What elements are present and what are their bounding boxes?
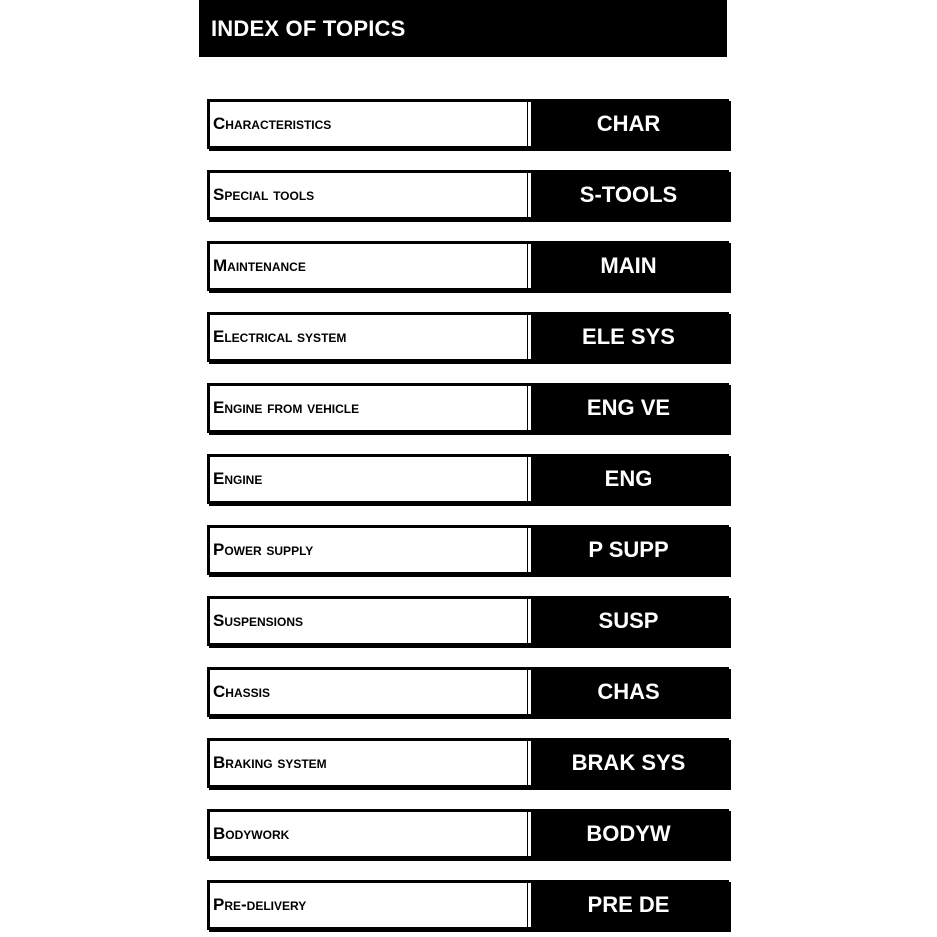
topic-row-engine-from-vehicle[interactable] <box>207 383 729 433</box>
topic-code-cell <box>531 812 726 856</box>
topic-code: SUSP <box>598 608 659 633</box>
topic-code: S-TOOLS <box>579 182 678 207</box>
topic-name-cell <box>210 812 531 856</box>
topic-row-pre-delivery[interactable] <box>207 880 729 930</box>
topic-row-chassis[interactable] <box>207 667 729 717</box>
topic-code-cell <box>531 386 726 430</box>
topic-name: Power supply <box>213 540 314 559</box>
topic-name-cell <box>210 457 531 501</box>
topic-code: BRAK SYS <box>571 750 686 775</box>
topic-code: P SUPP <box>588 537 669 562</box>
topic-name-cell <box>210 528 531 572</box>
topic-code: CHAS <box>597 679 660 704</box>
topic-name: Suspensions <box>213 611 304 630</box>
topic-name: Maintenance <box>213 256 306 275</box>
topic-row-electrical-system[interactable] <box>207 312 729 362</box>
topic-code: ELE SYS <box>582 324 675 349</box>
topic-name: Chassis <box>213 682 270 701</box>
topic-code-cell <box>531 741 726 785</box>
topic-code-cell <box>531 457 726 501</box>
topic-name: Electrical system <box>213 327 347 346</box>
topic-code-cell <box>531 244 726 288</box>
topic-code: BODYW <box>586 821 671 846</box>
topic-row-maintenance[interactable] <box>207 241 729 291</box>
topic-name: Engine <box>213 469 263 488</box>
topic-name: Characteristics <box>213 114 332 133</box>
topic-name-cell <box>210 244 531 288</box>
topic-row-characteristics[interactable] <box>207 99 729 149</box>
topic-code-cell <box>531 883 726 927</box>
topic-code: ENG <box>604 466 653 491</box>
topic-code-cell <box>531 173 726 217</box>
topic-code-cell <box>531 102 726 146</box>
topic-code-cell <box>531 315 726 359</box>
topic-name-cell <box>210 599 531 643</box>
topic-row-suspensions[interactable] <box>207 596 729 646</box>
topic-code-cell <box>531 670 726 714</box>
topic-row-bodywork[interactable] <box>207 809 729 859</box>
topic-row-power-supply[interactable] <box>207 525 729 575</box>
topic-name-cell <box>210 173 531 217</box>
topic-name: Braking system <box>213 753 327 772</box>
topic-name-cell <box>210 386 531 430</box>
topic-row-braking-system[interactable] <box>207 738 729 788</box>
topic-name-cell <box>210 670 531 714</box>
topic-name-cell <box>210 102 531 146</box>
index-header <box>199 0 727 57</box>
topic-code: PRE DE <box>587 892 670 917</box>
topic-name-cell <box>210 883 531 927</box>
topic-name-cell <box>210 315 531 359</box>
topic-name-cell <box>210 741 531 785</box>
topic-code-cell <box>531 528 726 572</box>
topic-row-engine[interactable] <box>207 454 729 504</box>
topic-name: Special tools <box>213 185 315 204</box>
topic-code: ENG VE <box>586 395 671 420</box>
topic-name: Bodywork <box>213 824 290 843</box>
topic-code-cell <box>531 599 726 643</box>
topic-code: MAIN <box>600 253 657 278</box>
index-title: INDEX OF TOPICS <box>211 15 406 41</box>
topic-name: Engine from vehicle <box>213 398 360 417</box>
topic-name: Pre-delivery <box>213 895 307 914</box>
topic-row-special-tools[interactable] <box>207 170 729 220</box>
topic-code: CHAR <box>596 111 661 136</box>
